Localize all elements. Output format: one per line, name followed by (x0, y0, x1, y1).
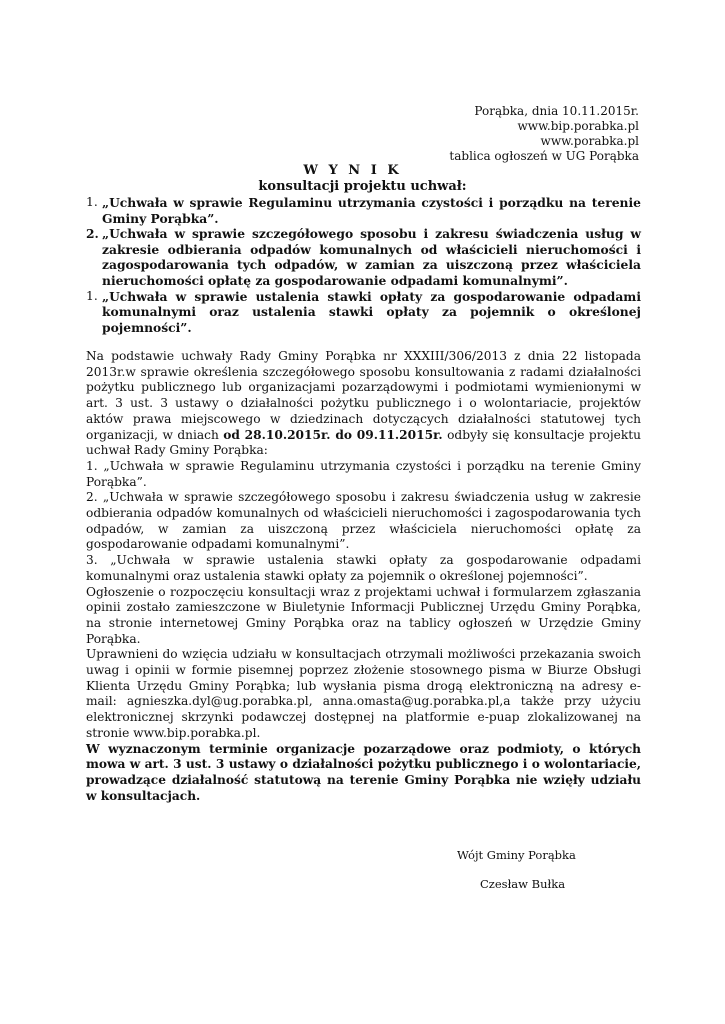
body-list-item: 3. „Uchwała w sprawie ustalenia stawki opłaty za gospodarowanie odpadami komunalnymi oraz ustalenia stawki opłaty za pojemnik o określonej pojemności”. (86, 553, 641, 583)
municipality-website: www.porabka.pl (540, 134, 639, 148)
item-number: 2. (86, 226, 99, 242)
signatory-role: Wójt Gminy Porąbka (457, 848, 576, 862)
item-text: „Uchwała w sprawie szczegółowego sposobu i zakresu świadczenia usług w zakresie odbierania odpadów komunalnych od właścicieli nieruchomości i zagospodarowania tych odpadów, w zamian za uiszczoną przez właściciela nieruchomości opłatę za gospodarowanie odpadami komunalnymi”. (102, 226, 641, 288)
resolution-list (86, 195, 641, 335)
intro-text: Na podstawie uchwały Rady Gminy Porąbka nr XXXIII/306/2013 z dnia 22 listopada 2013r.w sprawie określenia szczegółowego sposobu konsultowania z radami działalności pożytku publicznego lub organizacjami pozarządowymi i podmiotami wymienionymi w art. 3 ust. 3 ustawy o działalności pożytku publicznego i o wolontariacie, projektów aktów prawa miejscowego w dziedzinach dotyczących działalności statutowej tych organizacji, w dniach (86, 349, 641, 442)
signatory-name: Czesław Bułka (480, 877, 566, 891)
resolution-item (86, 289, 641, 336)
item-number: 1. (86, 288, 98, 303)
body-list-item: 1. „Uchwała w sprawie Regulaminu utrzymania czystości i porządku na terenie Gminy Porąbka”. (86, 458, 641, 489)
item-number: 1. (86, 195, 98, 209)
item-text: „Uchwała w sprawie ustalenia stawki opłaty za gospodarowanie odpadami komunalnymi oraz ustalenia stawki opłaty za pojemnik o określonej pojemności”. (102, 288, 641, 335)
announcement-paragraph: Ogłoszenie o rozpoczęciu konsultacji wraz z projektami uchwał i formularzem zgłaszania opinii zostało zamieszczone w Biuletynie Informacji Publicznej Urzędu Gminy Porąbka, na stronie internetowej Gminy Porąbka oraz na tablicy ogłoszeń w Urzędzie Gminy Porąbka. (86, 584, 641, 646)
notice-board: tablica ogłoszeń w UG Porąbka (449, 149, 639, 163)
bip-website: www.bip.porabka.pl (517, 119, 639, 133)
resolution-item (86, 226, 641, 288)
document-header (449, 104, 639, 164)
document-subtitle: konsultacji projektu uchwał: (258, 179, 467, 194)
place-date: Porąbka, dnia 10.11.2015r. (474, 104, 639, 118)
body-list-item: 2. „Uchwała w sprawie szczegółowego sposobu i zakresu świadczenia usług w zakresie odbierania odpadów komunalnych od właścicieli nieruchomości i zagospodarowania tych odpadów, w zamian za uiszczoną przez właściciela nieruchomości opłatę za gospodarowanie odpadami komunalnymi”. (86, 490, 641, 552)
item-text: „Uchwała w sprawie Regulaminu utrzymania czystości i porządku na terenie Gminy Porąbka”. (102, 195, 641, 226)
submission-paragraph: Uprawnieni do wzięcia udziału w konsultacjach otrzymali możliwości przekazania swoich uwag i opinii w formie pisemnej poprzez złożenie stosownego pisma w Biurze Obsługi Klienta Urzędu Gminy Porąbka; lub wysłania pisma drogą elektroniczną na adresy e-mail: agnieszka.dyl@ug.porabka.pl, anna.omasta@ug.porabka.pl,a także przy użyciu elektronicznej skrzynki podawczej dostępnej na platformie e-puap zlokalizowanej na stronie www.bip.porabka.pl. (86, 647, 641, 740)
document-title: W Y N I K (303, 163, 402, 178)
document-body (86, 349, 641, 804)
intro-text-end: odbyły się konsultacje projektu uchwał Rady Gminy Porąbka: (86, 427, 642, 458)
resolution-item (86, 195, 641, 226)
result-paragraph: W wyznaczonym terminie organizacje pozarządowe oraz podmioty, o których mowa w art. 3 ust. 3 ustawy o działalności pożytku publicznego i o wolontariacie, prowadzące działalność statutową na terenie Gminy Porąbka nie wzięły udziału w konsultacjach. (86, 741, 641, 803)
consultation-dates: od 28.10.2015r. do 09.11.2015r. (223, 427, 443, 442)
intro-paragraph (86, 349, 641, 459)
